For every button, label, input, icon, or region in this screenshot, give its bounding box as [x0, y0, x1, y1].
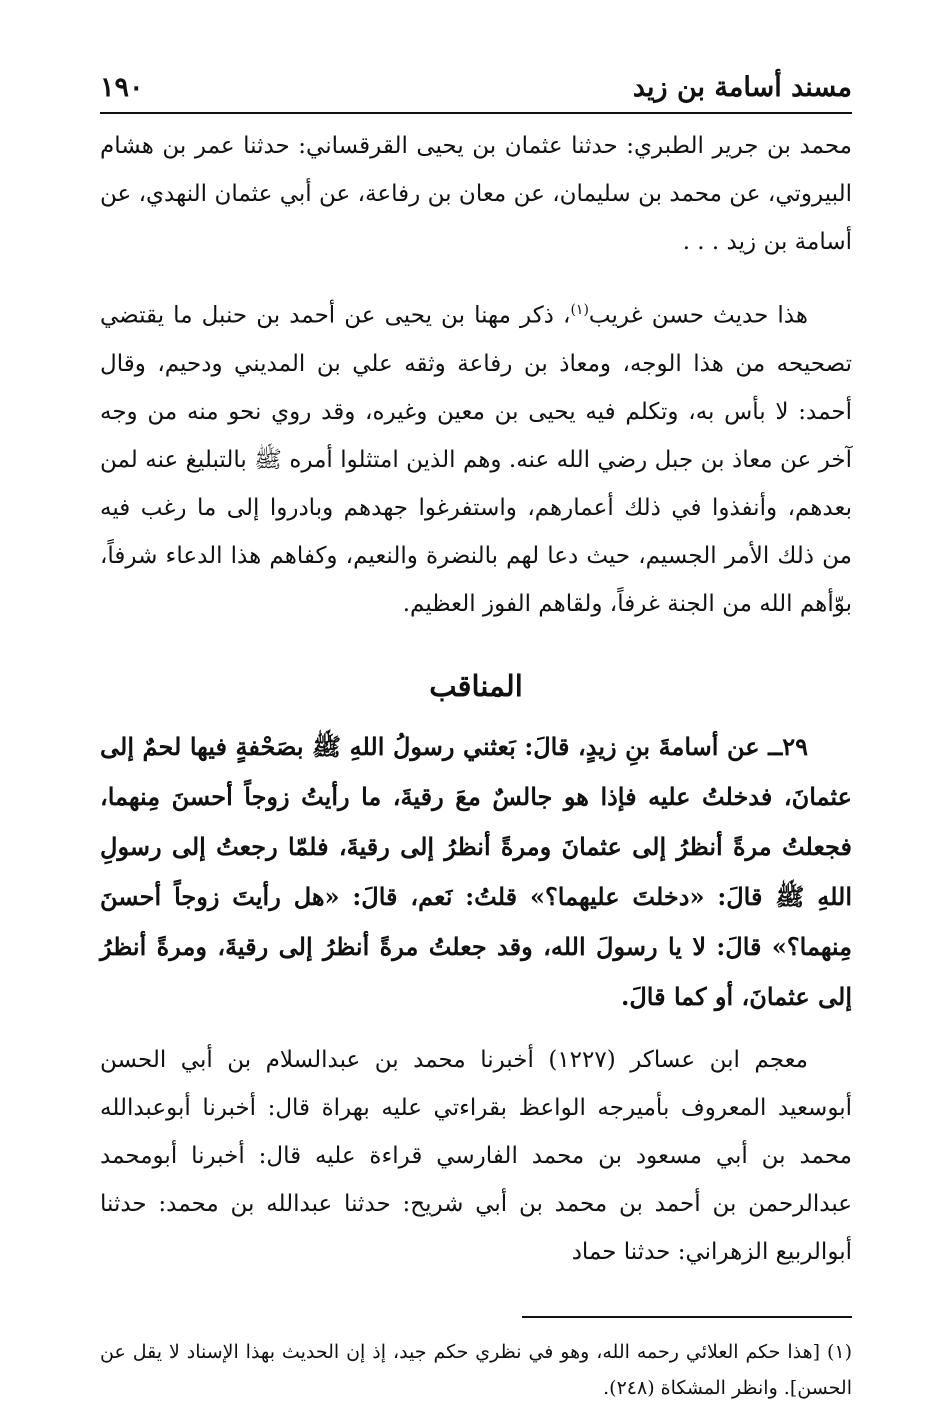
footnote-divider [522, 1316, 852, 1318]
source-paragraph: معجم ابن عساكر (١٢٢٧) أخبرنا محمد بن عبدالسلام بن أبي الحسن أبوسعيد المعروف بأميرجه الواعظ بقراءتي عليه بهراة قال: أخبرنا أبوعبدالله محمد بن أبي مسعود بن محمد الفارسي قراءة عليه قال: أخبرنا أبومحمد عبدالرحمن بن أحمد بن محمد بن أبي شريح: حدثنا عبدالله بن محمد: حدثنا أبوالربيع الزهراني: حدثنا حماد [100, 1046, 852, 1265]
commentary-paragraph [100, 286, 852, 628]
running-header [100, 60, 852, 114]
hadith-text: ٢٩ــ عن أسامةَ بنِ زيدٍ، قالَ: بَعثني رسولُ اللهِ ﷺ بصَحْفةٍ فيها لحمٌ إلى عثمانَ، فدخلتُ عليه فإذا هو جالسٌ معَ رقيةَ، ما رأيتُ زوجاً أحسنَ مِنهما، فجعلتُ مرةً أنظرُ إلى عثمانَ ومرةً أنظرُ إلى رقيةَ، فلمّا رجعتُ إلى رسولِ اللهِ ﷺ قالَ: «دخلتَ عليهما؟» قلتُ: نَعم، قالَ: «هل رأيتَ زوجاً أحسنَ مِنهما؟» قالَ: لا يا رسولَ الله، وقد جعلتُ مرةً أنظرُ إلى رقيةَ، ومرةً أنظرُ إلى عثمانَ، أو كما قالَ. [100, 731, 852, 1011]
page-number: ١٩٠ [100, 72, 144, 103]
section-heading: المناقب [429, 668, 523, 703]
commentary-text-start: هذا حديث حسن غريب [588, 302, 808, 329]
commentary-text-rest: ، ذكر مهنا بن يحيى عن أحمد بن حنبل ما يقتضي تصحيحه من هذا الوجه، ومعاذ بن رفاعة وثقه علي بن المديني ودحيم، وقال أحمد: لا بأس به، وتكلم فيه يحيى بن معين وغيره، وقد روي نحو منه من وجه آخر عن معاذ بن جبل رضي الله عنه. وهم الذين امتثلوا أمره ﷺ بالتبليغ عنه لمن بعدهم، وأنفذوا في ذلك أعمارهم، واستفرغوا جهدهم وبادروا إلى ما رغب فيه من ذلك الأمر الجسيم، حيث دعا لهم بالنضرة والنعيم، وكفاهم هذا الدعاء شرفاً، بوّأهم الله من الجنة غرفاً، ولقاهم الفوز العظيم. [100, 302, 852, 617]
running-title: مسند أسامة بن زيد [632, 72, 852, 103]
footnote-1: (١) [هذا حكم العلائي رحمه الله، وهو في نظري حكم جيد، إذ إن الحديث بهذا الإسناد لا يقل عن الحسن]. وانظر المشكاة (٢٤٨). [100, 1340, 852, 1399]
book-page [100, 60, 852, 1406]
footnote-reference[interactable]: (١) [570, 302, 589, 318]
isnad-paragraph: محمد بن جرير الطبري: حدثنا عثمان بن يحيى القرقساني: حدثنا عمر بن هشام البيروتي، عن محمد بن سليمان، عن معان بن رفاعة، عن أبي عثمان النهدي، عن أسامة بن زيد . . . [100, 133, 852, 255]
